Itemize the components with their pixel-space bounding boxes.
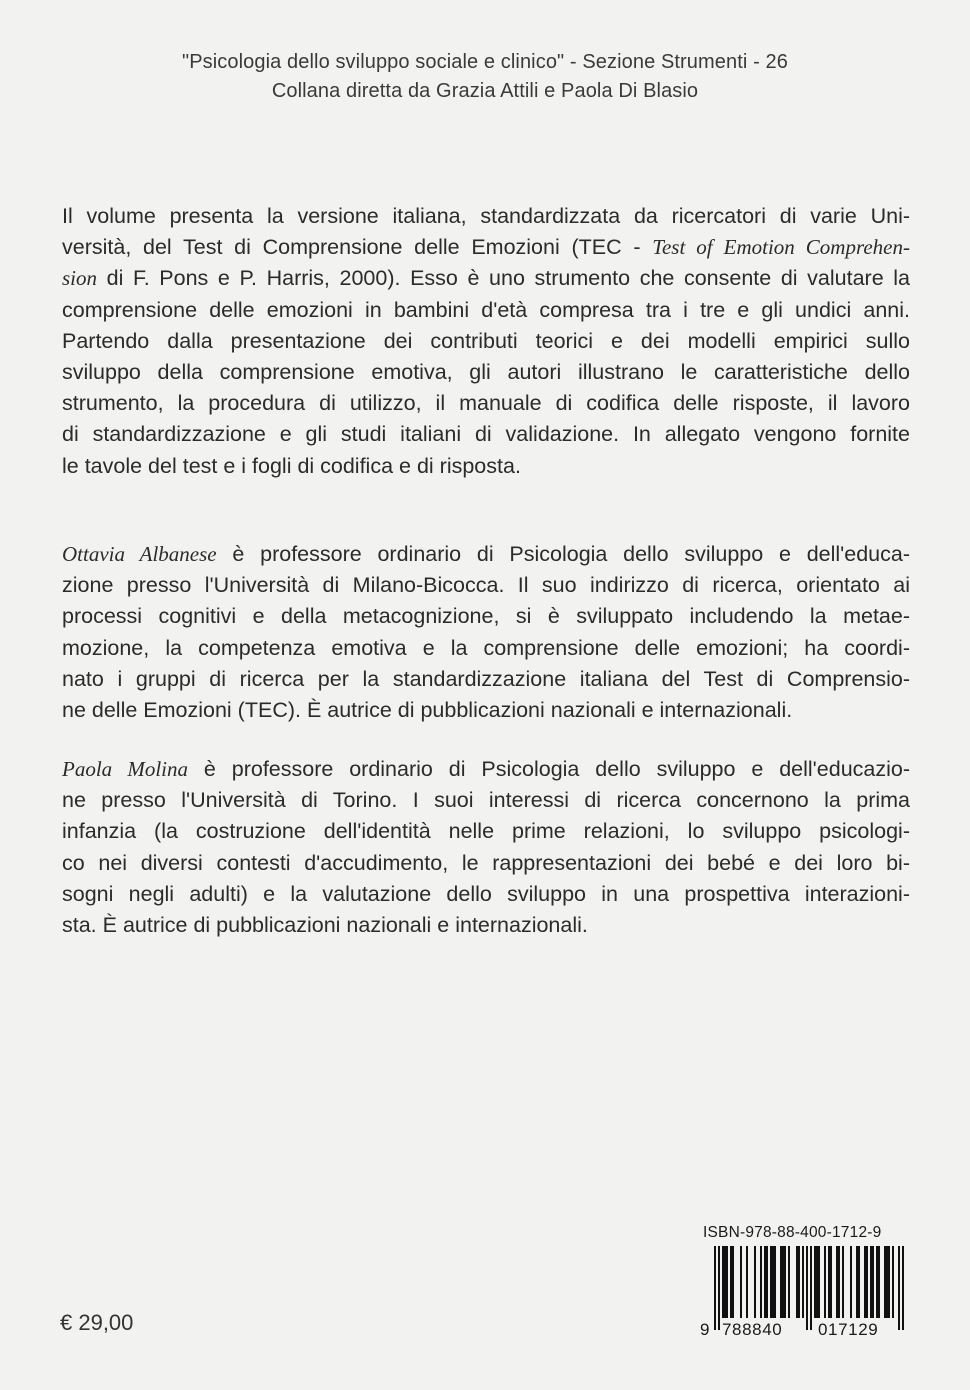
barcode-bar (902, 1246, 904, 1330)
barcode-bar (818, 1246, 820, 1318)
isbn-barcode (700, 1224, 910, 1364)
series-title: "Psicologia dello sviluppo sociale e clinico" - Sezione Strumenti - 26 (182, 51, 788, 73)
barcode-bar (814, 1246, 816, 1318)
series-header (0, 48, 970, 106)
barcode-bar (898, 1246, 900, 1330)
barcode-bar (718, 1246, 720, 1330)
barcode-bar (806, 1246, 808, 1330)
barcode-bar (746, 1246, 748, 1318)
barcode-bar (754, 1246, 756, 1318)
description-line: sviluppo della comprensione emotiva, gli autori illustrano le caratteristiche dello (62, 360, 910, 385)
series-editors: Collana diretta da Grazia Attili e Paola Di Blasio (271, 80, 699, 102)
barcode-bar (770, 1246, 772, 1318)
description-line: comprensione delle emozioni in bambini d'età compresa tra i tre e gli undici anni. (62, 297, 910, 322)
barcode-bar (784, 1246, 786, 1318)
barcode-bar (876, 1246, 878, 1318)
barcode-bar (828, 1246, 830, 1318)
book-description (62, 201, 910, 482)
barcode-bar (884, 1246, 886, 1318)
bio-line: ne delle Emozioni (TEC). È autrice di pubblicazioni nazionali e internazionali. (62, 698, 793, 723)
barcode-bar (870, 1246, 872, 1318)
barcode-bar (856, 1246, 858, 1318)
barcode-bar (740, 1246, 742, 1318)
barcode-bar (760, 1246, 762, 1318)
barcode-left-digits: 788840 (722, 1320, 783, 1339)
barcode-bar (810, 1246, 812, 1330)
bio-line: infanzia (la costruzione dell'identità nelle prime relazioni, lo sviluppo psicologi- (62, 819, 910, 844)
bio-line: sta. È autrice di pubblicazioni nazionali e internazionali. (62, 913, 588, 938)
barcode-bar (796, 1246, 798, 1318)
barcode-bar (798, 1246, 800, 1318)
bio-line: Paola Molina è professore ordinario di Psicologia dello sviluppo e dell'educazio- (62, 757, 911, 781)
barcode-bar (830, 1246, 832, 1318)
barcode-bar (842, 1246, 844, 1318)
test-title-italic: Test of Emotion Comprehen- (652, 235, 910, 260)
barcode-bar (780, 1246, 782, 1318)
description-line: Il volume presenta la versione italiana, standardizzata da ricercatori di varie Uni- (62, 204, 910, 228)
barcode-bar (878, 1246, 880, 1318)
barcode-first-digit: 9 (700, 1320, 711, 1339)
barcode-bar (858, 1246, 860, 1318)
author-name: Ottavia Albanese (62, 542, 217, 566)
barcode-bar (802, 1246, 804, 1318)
barcode-bar (724, 1246, 726, 1318)
barcode-bar (722, 1246, 724, 1318)
barcode-bar (766, 1246, 768, 1318)
barcode-bar (714, 1246, 716, 1330)
barcode-bar (836, 1246, 838, 1318)
barcode-bar (864, 1246, 866, 1318)
barcode-bar (816, 1246, 818, 1318)
author-name: Paola Molina (62, 757, 188, 781)
bio-line: co nei diversi contesti d'accudimento, le rappresentazioni dei bebé e dei loro bi- (62, 850, 910, 875)
barcode-bar (788, 1246, 790, 1318)
barcode-bar (850, 1246, 852, 1318)
barcode-bar (888, 1246, 890, 1318)
barcode-bar (732, 1246, 734, 1318)
barcode-bar (726, 1246, 728, 1318)
bio-line: sogni negli adulti) e la valutazione dello sviluppo in una prospettiva interazioni- (62, 881, 910, 906)
barcode-bar (892, 1246, 894, 1318)
barcode-bar (774, 1246, 776, 1318)
description-line: strumento, la procedura di utilizzo, il manuale di codifica delle risposte, il lavoro (62, 391, 910, 416)
barcode-bar (824, 1246, 826, 1318)
bio-line: Ottavia Albanese è professore ordinario di Psicologia dello sviluppo e dell'educa- (62, 542, 911, 566)
price: € 29,00 (60, 1310, 134, 1335)
description-line: versità, del Test di Comprensione delle Emozioni (TEC - Test of Emotion Comprehen- (62, 235, 910, 260)
barcode-bar (872, 1246, 874, 1318)
barcode-bar (764, 1246, 766, 1318)
bio-line: mozione, la competenza emotiva e la comprensione delle emozioni; ha coordi- (62, 635, 910, 660)
test-title-italic-end: sion (62, 266, 98, 291)
barcode-bar (838, 1246, 840, 1318)
barcode-bar (866, 1246, 868, 1318)
description-line: le tavole del test e i fogli di codifica e di risposta. (62, 453, 521, 478)
barcode-bar (730, 1246, 732, 1318)
barcode-bar (782, 1246, 784, 1318)
bio-line: ne presso l'Università di Torino. I suoi interessi di ricerca concernono la prima (62, 788, 910, 813)
author-bio-albanese (62, 539, 910, 726)
bio-line: processi cognitivi e della metacognizione, si è sviluppato includendo la metae- (62, 604, 910, 629)
author-bio-molina (62, 754, 910, 941)
isbn-label: ISBN-978-88-400-1712-9 (703, 1224, 882, 1241)
barcode-right-digits: 017129 (818, 1320, 879, 1339)
barcode-bar (772, 1246, 774, 1318)
description-line: di standardizzazione e gli studi italiani di validazione. In allegato vengono fornite (62, 422, 910, 447)
bio-line: zione presso l'Università di Milano-Bicocca. Il suo indirizzo di ricerca, orientato ai (62, 573, 910, 598)
description-line: Partendo dalla presentazione dei contributi teorici e dei modelli empirici sullo (62, 328, 910, 353)
barcode-bar (886, 1246, 888, 1318)
bio-line: nato i gruppi di ricerca per la standardizzazione italiana del Test di Comprensio- (62, 666, 910, 691)
description-line: sion di F. Pons e P. Harris, 2000). Esso è uno strumento che consente di valutare la (62, 266, 910, 291)
